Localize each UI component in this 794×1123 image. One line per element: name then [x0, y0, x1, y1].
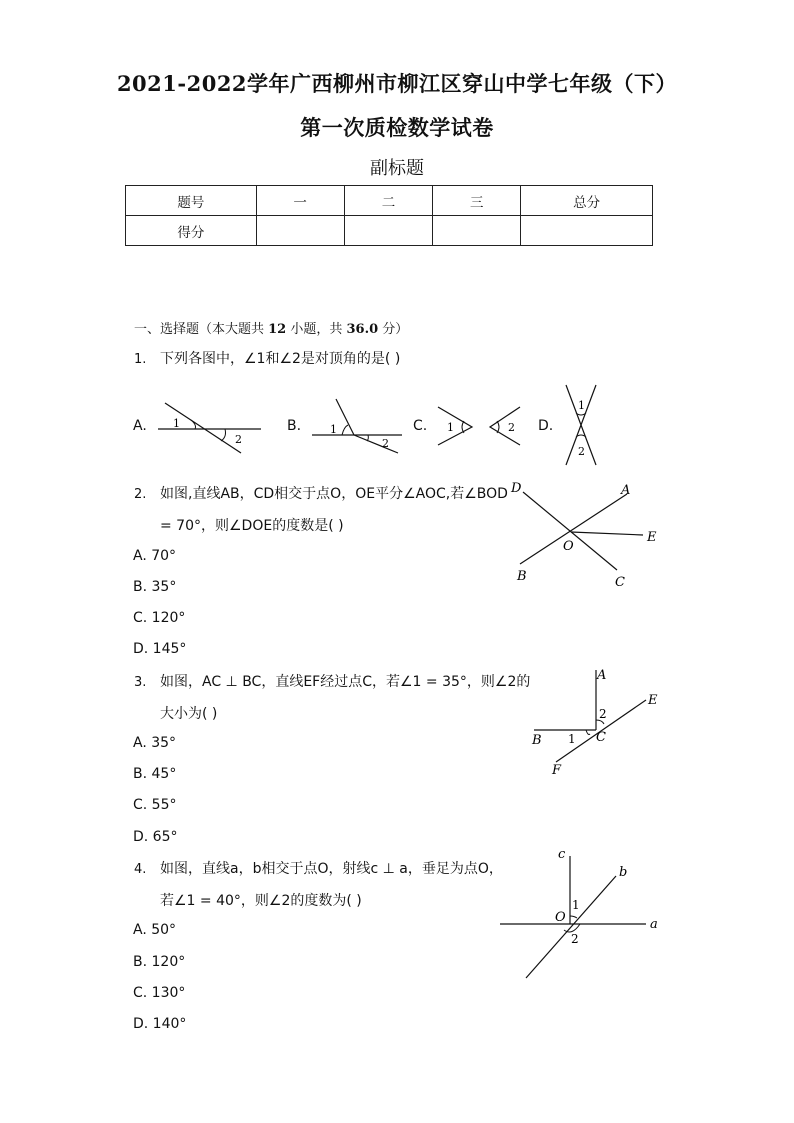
angle-label-2: 2: [578, 445, 585, 458]
q4-number: 4.: [134, 862, 147, 877]
q1-number: 1.: [134, 352, 147, 367]
fig-line: [354, 435, 398, 453]
line-label-b: b: [619, 865, 628, 880]
q4-option-b[interactable]: B. 120°: [133, 954, 186, 970]
section-prefix: 一、选择题（本大题共: [134, 322, 269, 337]
fig-angle-left: [438, 407, 472, 445]
point-label-c: C: [615, 575, 625, 590]
score-cell: 得分: [126, 216, 257, 246]
score-cell: 二: [344, 186, 433, 216]
score-table-header-row: [126, 186, 653, 216]
q3-option-c[interactable]: C. 55°: [133, 797, 177, 813]
score-cell: 题号: [126, 186, 257, 216]
angle-arc: [342, 425, 348, 435]
section-points: 36.0: [346, 322, 379, 337]
line-cd: [523, 492, 617, 570]
q2-option-b[interactable]: B. 35°: [133, 579, 177, 595]
angle-label-2: 2: [235, 433, 242, 446]
point-label-d: D: [511, 481, 522, 496]
q2-option-d[interactable]: D. 145°: [133, 641, 187, 657]
q1-figure-b: [308, 395, 408, 457]
score-cell: [433, 216, 521, 246]
q3-figure: [528, 664, 664, 780]
ray-label-c: c: [558, 847, 566, 862]
ray-oe: [571, 532, 643, 535]
q2-line2: = 70°，则∠DOE的度数是( ): [160, 518, 344, 534]
line-b: [526, 876, 616, 978]
q2-option-c[interactable]: C. 120°: [133, 610, 186, 626]
q4-line1: 如图，直线a，b相交于点O，射线c ⊥ a，垂足为点O，: [160, 861, 503, 877]
q2-line1: 如图,直线AB，CD相交于点O，OE平分∠AOC,若∠BOD: [160, 486, 508, 502]
line-label-a: a: [650, 917, 658, 932]
q3-option-d[interactable]: D. 65°: [133, 829, 178, 845]
point-label-b: B: [517, 569, 527, 584]
angle-label-2: 2: [382, 437, 389, 450]
angle-arc: [221, 429, 226, 441]
score-table: [125, 185, 653, 246]
point-label-a: A: [621, 483, 631, 498]
q4-figure: [496, 846, 666, 982]
q3-line2: 大小为( ): [160, 706, 218, 722]
q1-figure-d: [558, 383, 604, 469]
q1-option-d[interactable]: D.: [538, 418, 554, 434]
score-cell: [344, 216, 433, 246]
fig-line: [336, 399, 354, 435]
angle-arc-1: [570, 916, 577, 918]
point-label-b: B: [532, 733, 542, 748]
angle-arc-1: [586, 730, 590, 735]
point-label-o: O: [563, 539, 574, 554]
point-label-e: E: [647, 530, 657, 545]
q2-option-a[interactable]: A. 70°: [133, 548, 177, 564]
score-cell: 总分: [521, 186, 653, 216]
point-label-e: E: [648, 693, 658, 708]
angle-label-1: 1: [578, 399, 585, 412]
q3-line1: 如图，AC ⊥ BC，直线EF经过点C，若∠1 = 35°，则∠2的: [160, 674, 531, 690]
q1-figure-a: [155, 395, 265, 455]
q3-option-b[interactable]: B. 45°: [133, 766, 177, 782]
angle-label-2: 2: [571, 932, 579, 946]
q1-text: 下列各图中，∠1和∠2是对顶角的是( ): [160, 351, 401, 367]
score-cell: 三: [433, 186, 521, 216]
fig-angle-right: [490, 407, 520, 445]
q4-option-d[interactable]: D. 140°: [133, 1016, 187, 1032]
score-table-score-row: [126, 216, 653, 246]
angle-label-1: 1: [447, 421, 454, 434]
q1-option-b[interactable]: B.: [287, 418, 302, 434]
q3-number: 3.: [134, 675, 147, 690]
angle-arc: [367, 435, 368, 441]
q2-figure: [505, 478, 665, 590]
q1-figure-c: [434, 403, 534, 447]
section-heading: [134, 318, 408, 337]
angle-label-1: 1: [173, 417, 180, 430]
exam-title-line1: 2021-2022学年广西柳州市柳江区穿山中学七年级（下）: [116, 71, 678, 96]
section-suffix: 分）: [378, 322, 409, 337]
q2-number: 2.: [134, 487, 147, 502]
section-question-count: 12: [268, 322, 287, 337]
q4-option-a[interactable]: A. 50°: [133, 922, 177, 938]
point-label-f: F: [552, 763, 562, 778]
q4-option-c[interactable]: C. 130°: [133, 985, 186, 1001]
exam-title-line2: 第一次质检数学试卷: [300, 115, 494, 140]
angle-label-1: 1: [330, 423, 337, 436]
score-cell: [521, 216, 653, 246]
angle-label-2: 2: [508, 421, 515, 434]
angle-label-1: 1: [568, 732, 576, 746]
point-label-o: O: [555, 910, 566, 925]
section-middle: 小题，共: [286, 322, 347, 337]
angle-label-2: 2: [599, 707, 607, 721]
exam-subtitle: 副标题: [370, 158, 424, 179]
q4-line2: 若∠1 = 40°，则∠2的度数为( ): [160, 893, 362, 909]
q1-option-c[interactable]: C.: [413, 418, 428, 434]
angle-label-1: 1: [572, 898, 580, 912]
score-cell: 一: [256, 186, 344, 216]
point-label-a: A: [597, 668, 607, 683]
score-cell: [256, 216, 344, 246]
point-label-c: C: [596, 730, 606, 745]
q1-option-a[interactable]: A.: [133, 418, 147, 434]
q3-option-a[interactable]: A. 35°: [133, 735, 177, 751]
